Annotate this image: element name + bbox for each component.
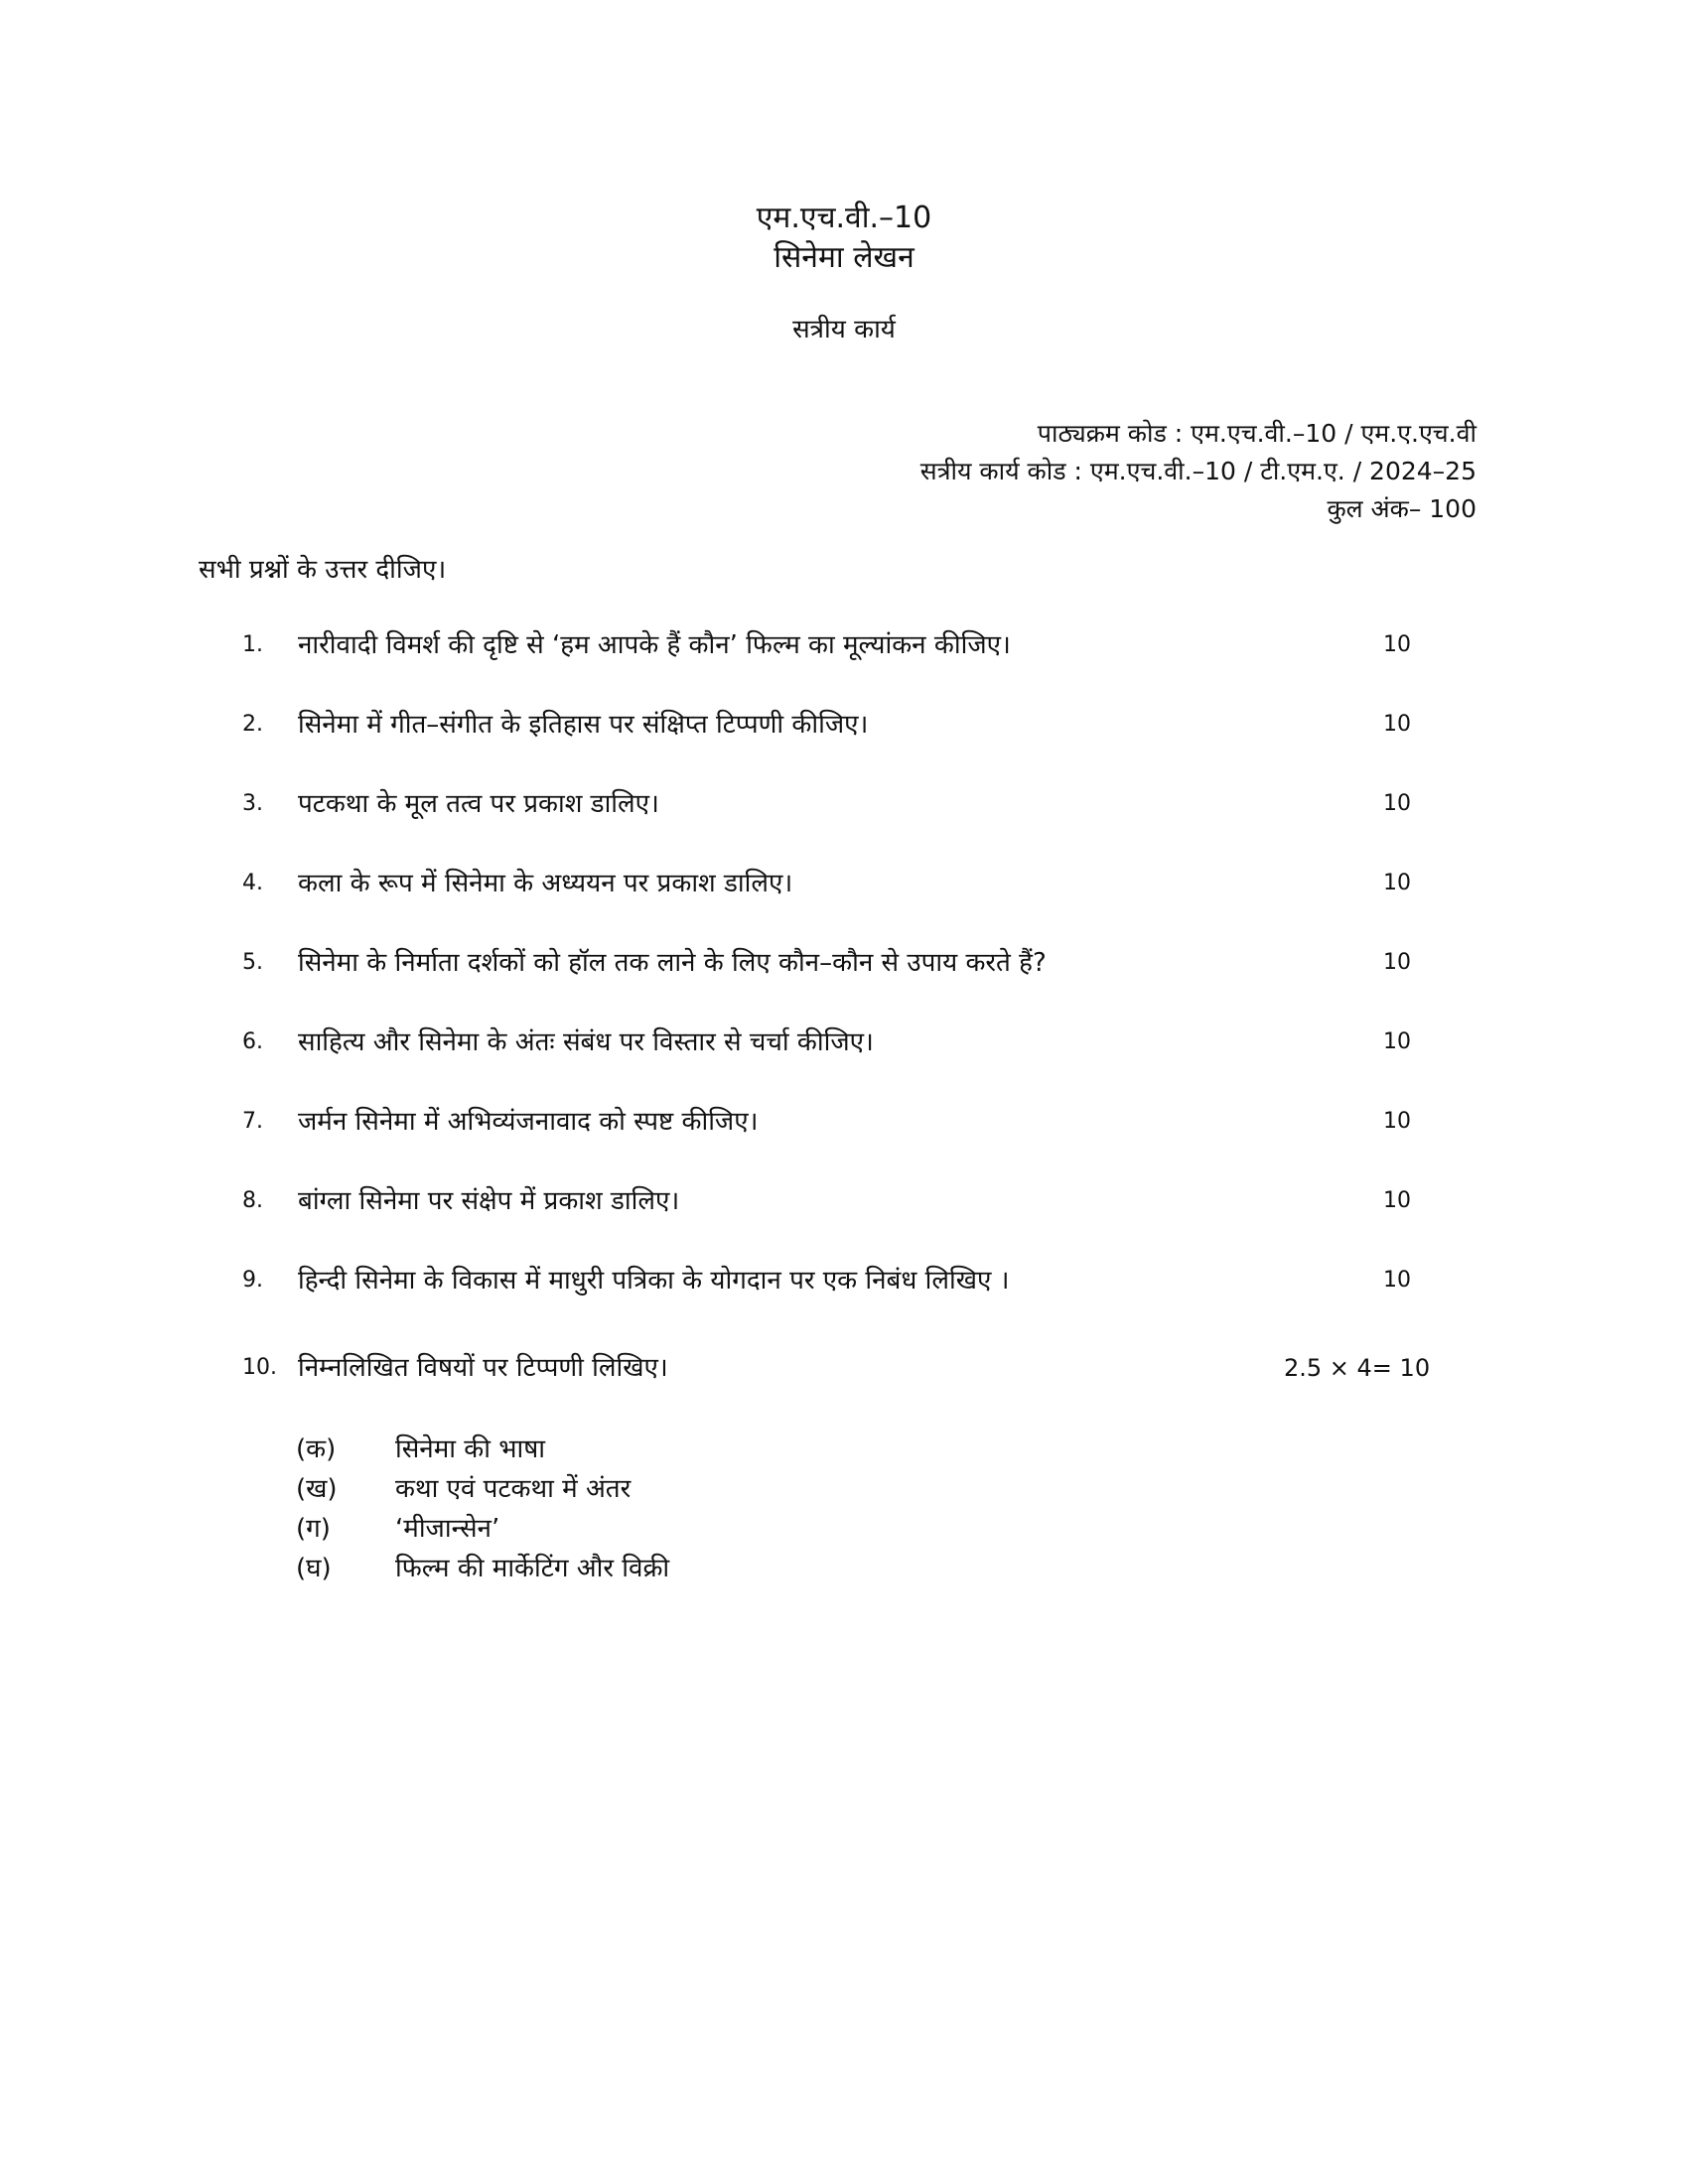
question-row	[0, 705, 1688, 745]
question-text: बांग्ला सिनेमा पर संक्षेप में प्रकाश डालिए।	[298, 1186, 680, 1216]
list-item	[0, 1549, 1688, 1588]
question-text: साहित्य और सिनेमा के अंतः संबंध पर विस्तार से चर्चा कीजिए।	[298, 1027, 874, 1057]
question-text: हिन्दी सिनेमा के विकास में माधुरी पत्रिका के योगदान पर एक निबंध लिखिए ।	[298, 1266, 1010, 1296]
question-number: 1.	[242, 632, 263, 657]
question-row	[0, 625, 1688, 665]
question-number: 9.	[242, 1268, 263, 1293]
question-text: निम्नलिखित विषयों पर टिप्पणी लिखिए।	[298, 1353, 668, 1383]
question-marks: 2.5 × 4= 10	[1284, 1354, 1431, 1382]
question-number: 4.	[242, 871, 263, 895]
course-id: एम.एच.वी.–10	[756, 201, 932, 235]
question-number: 10.	[242, 1355, 277, 1380]
sub-item-label: (ग)	[296, 1514, 331, 1544]
sub-item-label: (घ)	[296, 1554, 332, 1583]
question-text: कला के रूप में सिनेमा के अध्ययन पर प्रकाश डालिए।	[298, 869, 793, 898]
sub-item-text: फिल्म की मार्केटिंग और विक्री	[395, 1554, 670, 1583]
question-marks: 10	[1383, 871, 1411, 895]
assignment-code: सत्रीय कार्य कोड : एम.एच.वी.–10 / टी.एम.ए. / 2024–25	[919, 457, 1477, 485]
question-marks: 10	[1383, 1268, 1411, 1293]
assignment-meta	[920, 415, 1477, 528]
question-marks: 10	[1383, 950, 1411, 975]
list-item	[0, 1469, 1688, 1509]
question-row	[0, 1102, 1688, 1142]
question-row	[0, 1261, 1688, 1300]
instruction: सभी प्रश्नों के उत्तर दीजिए।	[199, 555, 447, 585]
question-number: 2.	[242, 712, 263, 737]
question-row	[0, 784, 1688, 824]
sub-item-label: (ख)	[296, 1474, 338, 1504]
question-row	[0, 864, 1688, 903]
question-text: जर्मन सिनेमा में अभिव्यंजनावाद को स्पष्ट कीजिए।	[298, 1107, 759, 1137]
question-text: नारीवादी विमर्श की दृष्टि से ‘हम आपके हैं कौन’ फिल्म का मूल्यांकन कीजिए।	[298, 630, 1011, 660]
question-row	[0, 943, 1688, 983]
sub-item-text: ‘मीजान्सेन’	[395, 1514, 500, 1544]
sub-item-label: (क)	[296, 1434, 337, 1464]
question-number: 3.	[242, 791, 263, 816]
question-number: 8.	[242, 1188, 263, 1213]
question-marks: 10	[1383, 712, 1411, 737]
question-row	[0, 1181, 1688, 1221]
question-row	[0, 1023, 1688, 1062]
question-marks: 10	[1383, 1188, 1411, 1213]
question-number: 5.	[242, 950, 263, 975]
question-text: सिनेमा के निर्माता दर्शकों को हॉल तक लाने के लिए कौन–कौन से उपाय करते हैं?	[298, 948, 1047, 978]
question-text: सिनेमा में गीत–संगीत के इतिहास पर संक्षिप्त टिप्पणी कीजिए।	[298, 710, 869, 740]
sub-item-text: कथा एवं पटकथा में अंतर	[395, 1474, 632, 1504]
question-number: 6.	[242, 1029, 263, 1054]
sub-item-text: सिनेमा की भाषा	[395, 1434, 546, 1464]
course-code: पाठ्यक्रम कोड : एम.एच.वी.–10 / एम.ए.एच.वी	[1037, 419, 1477, 448]
question-text: पटकथा के मूल तत्व पर प्रकाश डालिए।	[298, 789, 659, 819]
list-item	[0, 1430, 1688, 1469]
question-marks: 10	[1383, 1109, 1411, 1134]
document-type: सत्रीय कार्य	[792, 315, 896, 344]
question-number: 7.	[242, 1109, 263, 1134]
question-row	[0, 1348, 1688, 1388]
course-title: सिनेमा लेखन	[774, 240, 914, 275]
list-item	[0, 1509, 1688, 1549]
question-marks: 10	[1383, 1029, 1411, 1054]
total-marks: कुल अंक– 100	[1327, 494, 1477, 523]
question-marks: 10	[1383, 632, 1411, 657]
question-marks: 10	[1383, 791, 1411, 816]
